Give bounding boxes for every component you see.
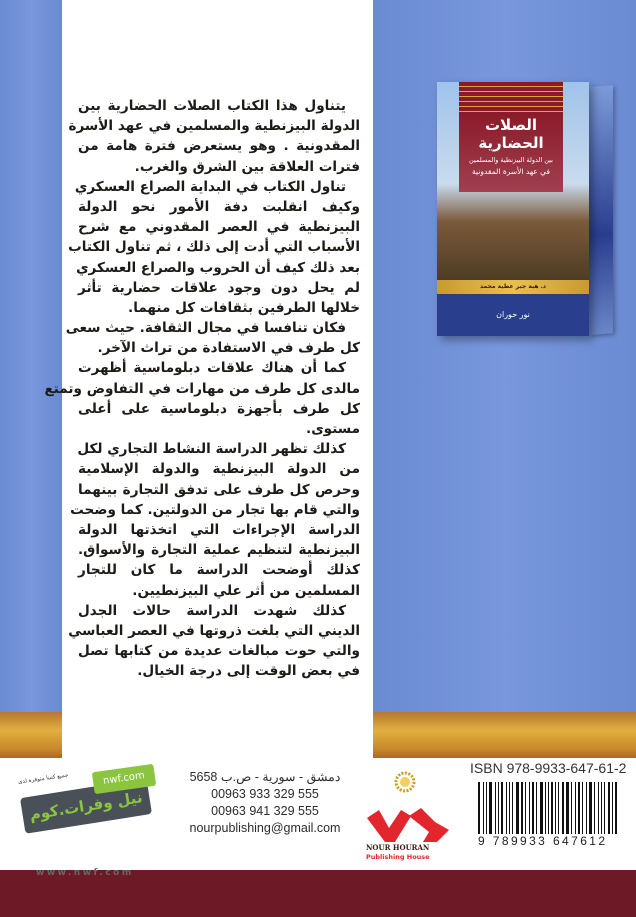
nwf-green-tag: nwf.com (92, 764, 156, 794)
contact-info (180, 769, 350, 837)
barcode-bar (555, 782, 556, 838)
book-description (44, 96, 360, 681)
book-publisher: نور حوران (496, 310, 530, 319)
description-line: الديني التي بلغت ذروتها في العصر العباسي (68, 622, 360, 639)
barcode-bar (498, 782, 500, 838)
barcode-bar (589, 782, 592, 838)
barcode-bar (612, 782, 613, 838)
description-line: الأسباب التي أدت إلى ذلك ، ثم تناول الكتاب (68, 239, 360, 256)
barcode-bar (575, 782, 576, 838)
barcode-bar (545, 782, 546, 838)
barcode-bar (551, 782, 553, 838)
description-line: المقدونية . وهو يستعرض فترة هامة من (78, 138, 360, 155)
description-line: الدولة البيزنطية والمسلمين في عهد الأسرة (68, 118, 360, 135)
barcode-bar (506, 782, 507, 838)
description-line: كما أن هناك علاقات دبلوماسية أظهرت (78, 360, 346, 377)
description-line: فترات العلاقة بين الشرق والغرب. (134, 158, 360, 175)
right-gold-band (373, 712, 636, 758)
barcode-bar (604, 782, 605, 838)
description-line: لم يحل دون وجود علاقات حضارية تأثر (78, 279, 360, 296)
barcode-bar (615, 782, 617, 838)
barcode-bar (566, 782, 569, 838)
barcode-bar (512, 782, 513, 838)
barcode-bar (562, 782, 564, 838)
book-stripes (459, 82, 563, 112)
description-line: يتناول هذا الكتاب الصلات الحضارية بين (78, 98, 346, 114)
description-line: الدراسة الإجراءات التي اتخذتها الدولة (78, 521, 360, 538)
left-gold-band (0, 712, 62, 758)
book-cover-image (437, 82, 589, 336)
address: دمشق - سورية - ص.ب 5658 (189, 770, 341, 784)
description-line: وحرص كل طرف على تدفق التجارة بينهما (78, 481, 360, 498)
barcode-bar (501, 782, 503, 838)
barcode-bar (608, 782, 610, 838)
barcode-bar (509, 782, 510, 838)
description-line: البيزنطية في العصر المقدوني مع شرح (78, 219, 360, 236)
description-line: خلالها الطرفين بثقافات كل منهما. (128, 299, 360, 316)
description-line: والتي حوت مبالغات عديدة من كتابها تصل (78, 643, 360, 660)
publisher-name: NOUR HOURAN (366, 843, 430, 852)
barcode-bar (532, 782, 534, 838)
book-author: د. هبة جبر عطية محمد (437, 280, 589, 294)
nwf-note: جميع كتبنا متوفرة لدى (17, 772, 69, 786)
barcode-bar (548, 782, 549, 838)
isbn: ISBN 978-9933-647-61-2 (470, 760, 627, 776)
barcode-bar (578, 782, 580, 838)
nwf-tag: نيل وفرات.كوم (20, 778, 152, 834)
book-subtitle-2: في عهد الأسرة المقدونية (472, 167, 550, 176)
book-title-band (459, 112, 563, 192)
book-spine (589, 85, 613, 335)
barcode-bar (594, 782, 595, 838)
barcode-digits: 9 789933 647612 (478, 834, 620, 848)
phone-1: 00963 933 329 555 (211, 787, 319, 801)
description-line: كل طرف في الاستفادة من تراث الآخر. (97, 340, 360, 357)
nwf-badge (18, 766, 168, 836)
description-line: كل طرف بأجهزة دبلوماسية على أعلى (78, 400, 360, 417)
description-line: فكان تنافسا في مجال الثقافة. حيث سعى (65, 320, 346, 337)
description-line: كذلك شهدت الدراسة حالات الجدل (78, 602, 346, 619)
book-subtitle: بين الدولة البيزنطية والمسلمين (469, 156, 553, 164)
description-line: من الدولة البيزنطية والدولة الإسلامية (78, 461, 360, 478)
barcode-bar (582, 782, 583, 838)
description-line: المسلمين من أثر علي البيزنطيين. (132, 582, 360, 599)
barcode-bar (529, 782, 530, 838)
barcode-bar (483, 782, 484, 838)
left-blue-band (0, 0, 62, 712)
barcode-bar (586, 782, 587, 838)
barcode-bar (489, 782, 492, 838)
barcode-bar (486, 782, 487, 838)
barcode-bar (571, 782, 572, 838)
barcode-bar (521, 782, 523, 838)
description-line: في بعض الوقت إلى درجة الخيال. (137, 663, 360, 680)
barcode (478, 782, 620, 838)
barcode-bar (601, 782, 602, 838)
description-line: والتي قام بها تجار من الدولتين. كما وضحت (70, 501, 360, 518)
phone-2: 00963 941 329 555 (211, 804, 319, 818)
description-line: وكيف انقلبت دفة الأمور نحو الدولة (78, 198, 360, 215)
barcode-bar (598, 782, 600, 838)
description-line: مالدى كل طرف من مهارات في التفاوض وتمتع (44, 380, 360, 397)
description-line: مستوى. (306, 421, 360, 437)
description-line: كذلك أوضحت الدراسة ما كان للتجار (78, 562, 360, 579)
barcode-bar (540, 782, 543, 838)
description-line: البيزنطية لتنظيم عملية التجارة والأسواق. (78, 542, 360, 559)
description-line: بعد ذلك كيف أن الحروب والصراع العسكري (76, 259, 360, 276)
email: nourpublishing@gmail.com (189, 821, 341, 835)
publisher-logo (365, 770, 455, 852)
barcode-bar (495, 782, 496, 838)
barcode-bar (478, 782, 480, 838)
description-line: تناول الكتاب في البداية الصراع العسكري (74, 178, 346, 195)
barcode-bar (516, 782, 519, 838)
barcode-bar (536, 782, 537, 838)
barcode-bar (558, 782, 559, 838)
book-title: الصلات الحضارية (478, 116, 544, 152)
sun-icon (396, 773, 414, 791)
nwf-url: www.nwf.com (36, 868, 134, 878)
publisher-subtitle: Publishing House (366, 853, 430, 861)
barcode-bar (525, 782, 526, 838)
description-line: كذلك تظهر الدراسة النشاط التجاري لكل (77, 441, 346, 458)
